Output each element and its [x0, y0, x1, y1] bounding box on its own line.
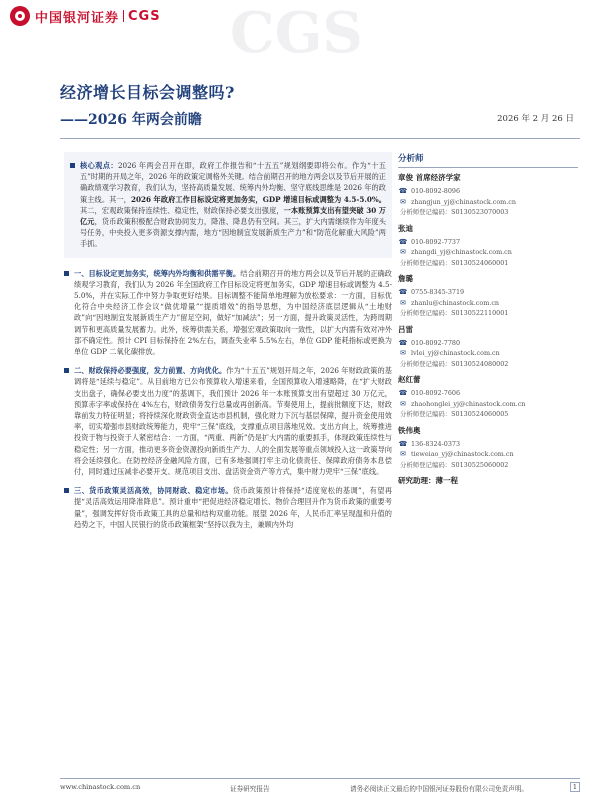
analyst-name: 詹璐	[398, 274, 413, 283]
analyst-phone-row	[398, 237, 578, 248]
analyst-email[interactable]: tieweiao_yj@chinastock.com.cn	[411, 450, 514, 458]
analyst-email-row[interactable]	[398, 449, 578, 460]
core-text-3: ，货币政策积极配合财政协同发力，降准、降息仍有空间。其三，扩大内需继续作为年度头号任务，中央投入更多资源支撑内需，地方“因地制宜发展新质生产力”和“防范化解重大风险”两手抓。	[80, 217, 386, 249]
analyst-phone: 136-8324-0373	[411, 439, 461, 448]
report-subtitle: ——2026 年两会前瞻	[60, 112, 202, 128]
logo-text-cn: 中国银河证券	[35, 10, 120, 26]
analyst-phone-row	[398, 338, 578, 349]
analyst-email-row[interactable]	[398, 197, 578, 208]
email-icon: ✉	[400, 450, 406, 458]
bullet-icon	[70, 163, 75, 168]
section-text: 作为“十五五”规划开局之年，2026 年财政政策的基调将是“延续与稳定”。从目前地方已公布预算收入增速来看，全国预算收入增速略降，在“扩大财政支出盘子，确保必要支出力度”的基调下，我们预计 2026 年一本账预算支出有望超过 30 万亿元，预算赤字率或保持在 4%左右，财政债务发行总量或再创新高。节奏使用上，提前批额度下达，财政靠前发力特征明显；将持续深化财政资金直达市县机制，强化财力下沉与基层保障，提升资金使用效率，切实增强市县财政统筹能力，兜牢“三保”底线，支撑重点项目落地见效。支出方向上，统筹推进投资于物与投资于人紧密结合：一方面，“两重、两新”仍是扩大内需的重要抓手，体现政策连续性与稳定性；另一方面，推动更多资金资源投向新质生产力、人的全面发展等重点领域投入这一政策导向将会延续强化。在防控经济金融风险方面，已有多地强调打牢主动化债责任、保障政府债务本息偿付，同时通过压减非必要开支、规范项目支出、盘活资金资产等方式，集中财力兜牢“三保”底线。	[74, 366, 392, 477]
phone-icon: ☎	[398, 338, 408, 347]
core-lead: 核心观点：	[80, 161, 118, 170]
analyst-name: 张迪	[398, 223, 413, 233]
analyst-cert: 分析师登记编码：S0130524060005	[400, 410, 509, 418]
logo-divider	[123, 10, 124, 22]
analyst-cert: 分析师登记编码：S0130525060002	[400, 460, 509, 469]
bullet-icon	[64, 271, 69, 276]
section-text: 结合前期召开的地方两会以及节后开展的正确政绩观学习教育，我们认为 2026 年全国政府工作目标设定将更加务实，GDP 增速目标或调整为 4.5-5.0%，并在实际工作中努力争取更好结果。目标调整不能简单地理解为放松要求：一方面，目标优化符合中央经济工作会议“做优增量”“提质增效”的指导思想，为中国经济底层逻辑从“土地财政”向“因地制宜发展新质生产力”留足空间，做好“加减法”；另一方面，提升政策灵活性，为跨周期调节和更高质量发展蓄力。此外，统筹供需关系，增强宏观政策取向一致性，以扩大内需有效对冲外部不确定性。预计 CPI 目标保持在 2%左右，调查失业率 5.5%左右，单位 GDP 能耗指标或更换为单位 GDP 二氧化碳排放。	[74, 268, 392, 357]
analyst-card	[398, 172, 578, 218]
analyst-name: 赵红蕾	[398, 375, 421, 384]
header-watermark	[230, 0, 363, 66]
analyst-email-row[interactable]	[398, 399, 578, 410]
company-logo	[10, 6, 161, 26]
phone-icon: ☎	[398, 237, 408, 246]
email-icon: ✉	[400, 399, 406, 408]
title-divider	[60, 138, 580, 139]
main-content	[64, 152, 392, 538]
page-number: 1	[570, 782, 580, 792]
analyst-email-row[interactable]	[398, 348, 578, 359]
analyst-email-row[interactable]	[398, 298, 578, 309]
section-text: 货币政策预计将保持“适度宽松的基调”，有望再提“灵活高效运用降准降息”。预计重申“把促进经济稳定增长、物价合理回升作为货币政策的重要考量”，强调发挥好货币政策工具的总量和结构双重功能。展望 2026 年，人民币汇率呈现温和升值的趋势之下，中国人民银行的货币政策框架“坚持以我为主，兼顾内外均	[74, 486, 392, 529]
email-icon: ✉	[400, 248, 406, 256]
analyst-phone: 010-8092-7606	[411, 389, 461, 397]
core-viewpoint	[64, 152, 392, 258]
core-text-1: 2026 年两会召开在即，政府工作报告和“十五五”规划纲要即将公布。作为“十五五”时期的开局之年，2026 年的政策定调格外关键。结合前期召开的地方两会以及节后开展的正确政绩观学习教育，我们认为，坚持高质量发展、统筹内外均衡、坚守底线思维是 2026 年的政策主线。其一，	[80, 161, 386, 204]
analyst-sidebar	[398, 152, 578, 486]
research-assistant: 研究助理：薄一程	[398, 476, 458, 485]
phone-icon: ☎	[398, 439, 408, 448]
section-paragraph	[64, 268, 392, 358]
footer-url[interactable]: www.chinastock.com.cn	[60, 783, 141, 791]
page-footer	[60, 778, 580, 792]
email-icon: ✉	[400, 298, 406, 307]
logo-icon	[10, 6, 30, 26]
core-strong-2: 一本账预算支出有望突破 30 万亿元	[80, 205, 386, 227]
phone-icon: ☎	[398, 389, 408, 397]
section-lead: 一、目标设定更加务实，统筹内外均衡和供需平衡。	[74, 268, 241, 278]
analyst-cert: 分析师登记编码：S0130524080002	[400, 359, 509, 368]
analyst-phone: 010-8092-7737	[411, 237, 461, 246]
core-strong-1: 2026 年政府工作目标设定将更加务实，GDP 增速目标或调整为 4.5-5.0%。	[130, 194, 386, 204]
section-paragraph	[64, 485, 392, 530]
analyst-phone-row	[398, 388, 578, 399]
email-icon: ✉	[400, 197, 406, 206]
watermark-text: CGS	[230, 0, 363, 66]
analyst-phone: 010-8092-7780	[411, 338, 461, 347]
analyst-cert: 分析师登记编码：S0130522110001	[400, 309, 509, 317]
analyst-card	[398, 324, 578, 370]
footer-disclaimer: 请务必阅读正文最后的中国银河证券股份有限公司免责声明。	[350, 785, 529, 793]
analyst-phone: 0755-8345-3719	[411, 288, 465, 296]
bullet-icon	[64, 368, 69, 373]
logo-text-en: CGS	[128, 8, 161, 24]
analyst-name: 章俊 首席经济学家	[398, 173, 461, 182]
report-date: 2026 年 2 月 26 日	[497, 114, 574, 124]
analyst-phone-row	[398, 287, 578, 298]
email-icon: ✉	[400, 349, 406, 357]
analyst-email[interactable]: zhangdi_yj@chinastock.com.cn	[411, 248, 512, 256]
core-text-2: 其二，宏观政策保持连续性、稳定性，财政保持必要支出强度，	[80, 205, 284, 215]
analyst-phone: 010-8092-8096	[411, 187, 461, 195]
analyst-phone-row	[398, 186, 578, 197]
header	[0, 0, 600, 70]
analyst-name: 吕雷	[398, 324, 413, 334]
analyst-card	[398, 425, 578, 471]
phone-icon: ☎	[398, 288, 408, 296]
analyst-card	[398, 223, 578, 269]
analyst-email[interactable]: zhanlu@chinastock.com.cn	[411, 298, 500, 307]
analyst-email[interactable]: zhangjun_yj@chinastock.com.cn	[411, 197, 516, 206]
phone-icon: ☎	[398, 187, 408, 195]
analyst-cert: 分析师登记编码：S0130523070003	[400, 208, 509, 216]
analyst-email[interactable]: lvlei_yj@chinastock.com.cn	[411, 349, 500, 357]
bullet-icon	[64, 488, 69, 493]
analyst-email-row[interactable]	[398, 247, 578, 258]
section-lead: 三、货币政策灵活高效，协同财政、稳定市场。	[74, 486, 233, 496]
analyst-email[interactable]: zhaohonglei_yj@chinastock.com.cn	[411, 399, 526, 408]
section-lead: 二、财政保持必要强度，发力前置、方向优化。	[74, 366, 227, 376]
analyst-cert: 分析师登记编码：S0130524060001	[400, 258, 509, 267]
report-title: 经济增长目标会调整吗?	[60, 83, 235, 102]
analyst-card	[398, 273, 578, 319]
footer-report-type: 证券研究报告	[230, 785, 270, 793]
sidebar-heading: 分析师	[398, 152, 578, 168]
analyst-card	[398, 374, 578, 420]
analyst-phone-row	[398, 439, 578, 450]
section-paragraph	[64, 365, 392, 477]
analyst-name: 铁伟奥	[398, 425, 421, 435]
